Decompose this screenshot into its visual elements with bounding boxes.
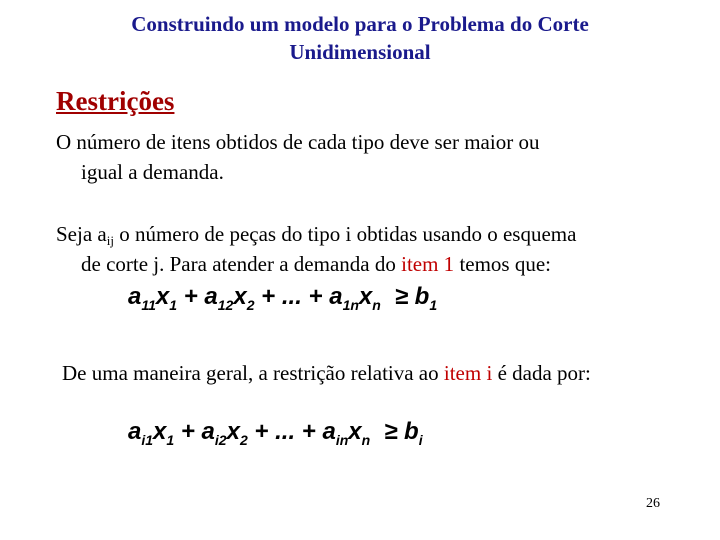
definition-prefix: Seja a <box>56 222 107 246</box>
definition-line2-start: de corte j. Para atender a demanda do <box>81 252 402 276</box>
paragraph-definition <box>56 219 676 279</box>
section-heading: Restrições <box>56 86 175 116</box>
slide-title-line1: Construindo um modelo para o Problema do Corte <box>131 12 589 36</box>
definition-subscript: ij <box>106 233 114 248</box>
definition-line2-end: temos que: <box>454 252 552 276</box>
paragraph-general-line1 <box>62 358 682 388</box>
general-end: é dada por: <box>492 361 591 385</box>
paragraph-definition-line1 <box>56 219 676 249</box>
paragraph-definition-line2 <box>56 249 676 279</box>
paragraph-general <box>62 358 682 388</box>
paragraph-demand-line2: igual a demanda. <box>81 160 224 184</box>
page-number: 26 <box>646 496 660 511</box>
general-start: De uma maneira geral, a restrição relativa ao <box>62 361 444 385</box>
formula-item-i: $a_{i1}x_1 + a_{i2}x_2$ + ... + $a_{in}x_n \ge b_i$ <box>128 418 423 448</box>
item-1-highlight: item 1 <box>401 252 455 276</box>
formula-item-1: $a_{11}x_1 + a_{12}x_2$ + ... + $a_{1n}x_n \ge b_1$ <box>128 283 438 313</box>
slide-title <box>60 10 660 66</box>
definition-line1-rest: o número de peças do tipo i obtidas usando o esquema <box>113 222 577 246</box>
paragraph-demand-line1: O número de itens obtidos de cada tipo deve ser maior ou <box>56 130 540 154</box>
slide-title-line2: Unidimensional <box>289 40 431 64</box>
paragraph-demand <box>56 127 676 187</box>
item-i-highlight: item i <box>443 361 493 385</box>
